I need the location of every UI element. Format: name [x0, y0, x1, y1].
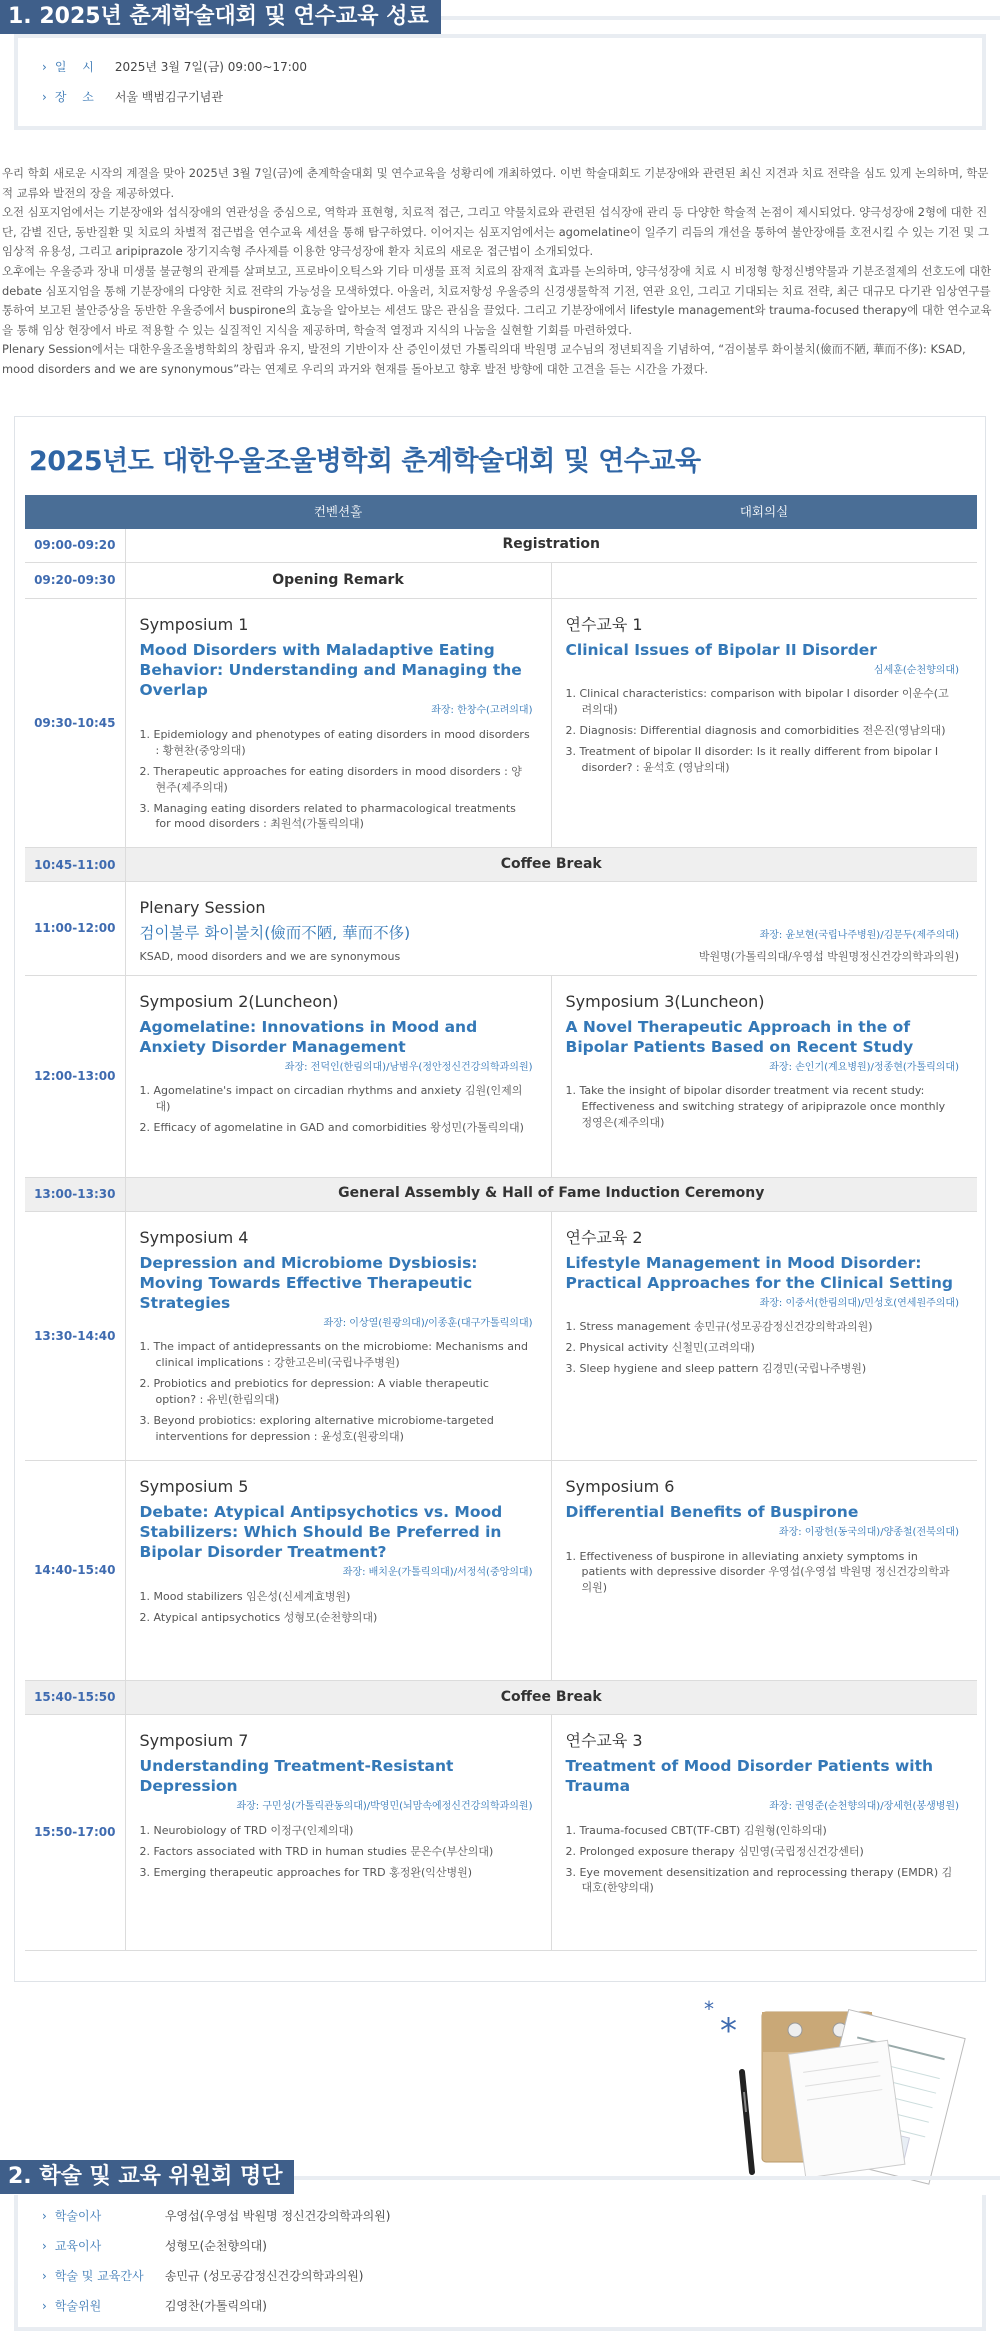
talk-item: 1. Neurobiology of TRD 이정구(인제의대)	[139, 1823, 354, 1837]
table-row	[25, 1177, 977, 1211]
talk-item: 3. Eye movement desensitization and reprocessing therapy (EMDR) 김대호(한양의대)	[565, 1865, 953, 1895]
session-subtitle: Agomelatine: Innovations in Mood and Anxiety Disorder Management	[139, 1017, 478, 1056]
committee-role: 학술이사	[54, 2209, 102, 2224]
talk-list	[566, 1319, 960, 1377]
table-row	[25, 563, 977, 599]
talk-item: 2. Atypical antipsychotics 성형모(순천향의대)	[139, 1610, 378, 1624]
talk-list	[566, 686, 960, 776]
session-chair: 좌장: 배치운(가톨릭의대)/서정석(중앙의대)	[342, 1567, 533, 1579]
session-cell	[125, 1211, 551, 1460]
talk-item: 1. Effectiveness of buspirone in alleviating anxiety symptoms in patients with depressive disorder 우영섭(우영섭 박원명 정신건강의학과의원)	[565, 1549, 950, 1595]
session-cell	[125, 975, 551, 1177]
table-row	[25, 848, 977, 882]
session-cell	[551, 1461, 977, 1681]
session-title: Symposium 3(Luncheon)	[565, 991, 765, 1011]
talk-item: 2. Physical activity 신철민(고려의대)	[565, 1341, 755, 1355]
time-cell: 15:50-17:00	[25, 1715, 125, 1951]
talk-item: 2. Probiotics and prebiotics for depression: A viable therapeutic option? : 유빈(한림의대)	[139, 1377, 489, 1407]
info-row-place	[42, 82, 962, 112]
plenary-speaker: 박원명(가톨릭의대/우영섭 박원명정신건강의학과의원)	[698, 949, 959, 963]
session-subtitle: Debate: Atypical Antipsychotics vs. Mood Stabilizers: Which Should Be Preferred in Bipolar Disorder Treatment?	[139, 1502, 503, 1562]
committee-role: 학술 및 교육간사	[54, 2269, 144, 2284]
intro-paragraph: 우리 학회 새로운 시작의 계절을 맞아 2025년 3월 7일(금)에 춘계학술대회 및 연수교육을 성황리에 개최하였다. 이번 학술대회도 기분장애와 관련된 최신 지견과 치료 전략을 심도 있게 논의하며, 학문적 교류와 발전의 장을 제공하였다.	[2, 166, 989, 200]
session-title: Symposium 6	[565, 1477, 675, 1497]
session-chair: 좌장: 이상열(원광의대)/이종훈(대구가톨릭의대)	[323, 1317, 533, 1329]
table-row	[25, 1461, 977, 1681]
session-cell	[125, 1715, 551, 1951]
talk-item: 3. Beyond probiotics: exploring alternative microbiome-targeted interventions for depression : 윤성호(원광의대)	[139, 1414, 494, 1444]
talk-item: 2. Therapeutic approaches for eating disorders in mood disorders : 양현주(제주의대)	[139, 764, 522, 794]
talk-item: 2. Prolonged exposure therapy 심민영(국립정신건강센터)	[565, 1844, 864, 1858]
plenary-chair: 좌장: 윤보현(국립나주병원)/김문두(제주의대)	[759, 930, 959, 942]
session-chair: 좌장: 손인기(계요병원)/정종현(가톨릭의대)	[769, 1061, 959, 1073]
session-chair: 좌장: 권영준(순천향의대)/장세헌(봉생병원)	[769, 1801, 959, 1813]
session-subtitle: Mood Disorders with Maladaptive Eating Behavior: Understanding and Managing the Overlap	[139, 640, 522, 700]
time-cell: 13:30-14:40	[25, 1211, 125, 1460]
table-row	[25, 975, 977, 1177]
table-row	[25, 599, 977, 848]
intro-paragraph: 오후에는 우울증과 장내 미생물 불균형의 관계를 살펴보고, 프로바이오틱스와 기타 미생물 표적 치료의 잠재적 효과를 논의하며, 양극성장애 치료 시 비정형 항정신병약물과 기분조절제의 선호도에 대한 debate 심포지엄을 통해 기분장애의 다양한 치료 전략의 가능성을 모색하였다. 아울러, 치료저항성 우울증의 신경생물학적 기전, 연관 요인, 그리고 기대되는 치료 전략, 최근 대규모 다기관 임상연구를 통하여 보고된 불안증상을 동반한 우울증에서 buspirone의 효능을 알아보는 세션도 많은 관심을 끌었다. 그리고 기분장애에서 lifestyle management와 trauma-focused therapy에 대한 연수교육을 통해 임상 현장에서 바로 적용할 수 있는 실질적인 지식을 제공하며, 학술적 열정과 지식의 나눔을 실현할 기회를 마련하였다.	[2, 264, 992, 337]
session-chair: 심세훈(순천향의대)	[873, 664, 959, 676]
talk-item: 3. Sleep hygiene and sleep pattern 김경민(국립나주병원)	[565, 1362, 867, 1376]
general-assembly: General Assembly & Hall of Fame Induction Ceremony	[125, 1177, 977, 1211]
time-cell: 10:45-11:00	[25, 848, 125, 882]
intro-paragraph: 오전 심포지엄에서는 기분장애와 섭식장애의 연관성을 중심으로, 역학과 표현형, 치료적 접근, 그리고 약물치료와 관련된 섭식장애 관리 등 다양한 학술적 논점이 제시되었다. 양극성장애 2형에 대한 진단, 감별 진단, 동반질환 및 치료의 차별적 접근법을 연수교육 세션을 통해 탐구하였다. 이어지는 심포지엄에서는 agomelatine이 일주기 리듬의 개선을 통하여 불안장애를 호전시킬 수 있는 기전 및 그 임상적 유용성, 그리고 aripiprazole 장기지속형 주사제를 이용한 양극성장애 환자 치료의 새로운 접근법이 소개되었다.	[2, 205, 989, 259]
talk-list	[566, 1083, 960, 1131]
session-title: Symposium 1	[139, 615, 249, 635]
talk-item: 1. Trauma-focused CBT(TF-CBT) 김원형(인하의대)	[565, 1823, 827, 1837]
session-cell	[551, 1211, 977, 1460]
talk-item: 2. Diagnosis: Differential diagnosis and comorbidities 전은진(영남의대)	[565, 724, 946, 738]
time-cell: 15:40-15:50	[25, 1681, 125, 1715]
committee-member: 우영섭(우영섭 박원명 정신건강의학과의원)	[164, 2209, 391, 2224]
time-cell: 11:00-12:00	[25, 882, 125, 975]
info-row-date	[42, 52, 962, 82]
info-value: 2025년 3월 7일(금) 09:00~17:00	[114, 60, 308, 74]
svg-text:*: *	[704, 1997, 714, 2022]
empty-cell	[551, 563, 977, 599]
table-row	[25, 1681, 977, 1715]
session-cell	[551, 599, 977, 848]
svg-text:*: *	[720, 2011, 737, 2052]
plenary-subtitle: 검이불루 화이불치(儉而不陋, 華而不侈)	[139, 924, 411, 943]
time-cell: 12:00-13:00	[25, 975, 125, 1177]
session-title: Symposium 5	[139, 1477, 249, 1497]
table-header-row	[25, 495, 977, 529]
talk-item: 1. Mood stabilizers 임은성(신세계효병원)	[139, 1589, 351, 1603]
committee-role: 학술위원	[54, 2299, 102, 2314]
plenary-line	[140, 948, 960, 965]
plenary-line	[140, 923, 960, 944]
session-chair: 좌장: 전덕인(한림의대)/남범우(정안정신건강의학과의원)	[284, 1061, 533, 1073]
event-info-box	[14, 34, 986, 130]
talk-list	[140, 1339, 533, 1445]
header-conference-room: 대회의실	[551, 495, 977, 529]
talk-list	[566, 1549, 960, 1597]
session-title: 연수교육 3	[565, 1731, 643, 1751]
time-cell: 13:00-13:30	[25, 1177, 125, 1211]
intro-paragraph: Plenary Session에서는 대한우울조울병학회의 창립과 유지, 발전의 기반이자 산 증인이셨던 가톨릭의대 박원명 교수님의 정년퇴직을 기념하여, “검이불루 화이불치(儉而不陋, 華而不侈): KSAD, mood disorders and we are synonymous”라는 연제로 우리의 과거와 현재를 돌아보고 향후 발전 방향에 대한 고견을 듣는 시간을 가졌다.	[2, 342, 966, 377]
committee-member: 김영찬(가톨릭의대)	[164, 2299, 267, 2314]
session-title: Symposium 2(Luncheon)	[139, 991, 339, 1011]
plenary-title: Plenary Session	[139, 898, 266, 918]
program-box	[14, 416, 986, 1982]
talk-item: 1. The impact of antidepressants on the microbiome: Mechanisms and clinical implications : 강한고은비(국립나주병원)	[139, 1340, 528, 1370]
plenary-cell	[125, 882, 977, 975]
committee-role: 교육이사	[54, 2239, 102, 2254]
asterisk-icon	[704, 1997, 737, 2051]
registration: Registration	[125, 529, 977, 563]
pen-icon	[742, 2072, 752, 2172]
talk-item: 2. Factors associated with TRD in human studies 문은수(부산의대)	[139, 1844, 494, 1858]
section2-header	[0, 2160, 1000, 2194]
talk-list	[140, 1083, 533, 1136]
session-title: 연수교육 1	[565, 615, 643, 635]
committee-member: 성형모(순천향의대)	[164, 2239, 267, 2254]
info-key: 장 소	[54, 90, 100, 104]
session-cell	[125, 1461, 551, 1681]
session-chair: 좌장: 구민성(가톨릭관동의대)/박영민(뇌맘속에정신건강의학과의원)	[236, 1801, 533, 1813]
info-value: 서울 백범김구기념관	[114, 90, 223, 104]
chevron-right-icon: ›	[42, 90, 47, 104]
chevron-right-icon: ›	[42, 2239, 47, 2254]
committee-member: 송민규 (성모공감정신건강의학과의원)	[164, 2269, 364, 2284]
header-time	[25, 495, 125, 529]
intro-text	[0, 130, 1000, 380]
header-convention-hall: 컨벤션홀	[125, 495, 551, 529]
talk-item: 1. Stress management 송민규(성모공감정신건강의학과의원)	[565, 1320, 873, 1334]
opening-remark: Opening Remark	[125, 563, 551, 599]
talk-list	[140, 1589, 533, 1626]
table-row	[25, 1211, 977, 1460]
session-subtitle: Depression and Microbiome Dysbiosis: Moving Towards Effective Therapeutic Strategies	[139, 1253, 478, 1312]
time-cell: 09:20-09:30	[25, 563, 125, 599]
session-subtitle: Understanding Treatment-Resistant Depression	[139, 1756, 454, 1796]
committee-row	[42, 2291, 962, 2321]
time-cell: 09:30-10:45	[25, 599, 125, 848]
session-cell	[551, 975, 977, 1177]
talk-item: 1. Clinical characteristics: comparison with bipolar I disorder 이운수(고려의대)	[565, 687, 949, 717]
section2	[0, 1982, 1000, 2314]
committee-row	[42, 2231, 962, 2261]
table-row	[25, 529, 977, 563]
session-title: 연수교육 2	[565, 1227, 643, 1247]
session-chair: 좌장: 이중서(한림의대)/민성호(연세원주의대)	[759, 1297, 959, 1309]
section1-header	[0, 0, 1000, 34]
committee-row	[42, 2261, 962, 2291]
schedule-table	[25, 495, 977, 1952]
chevron-right-icon: ›	[42, 2299, 47, 2314]
committee-row	[42, 2201, 962, 2231]
session-subtitle: Treatment of Mood Disorder Patients with Trauma	[565, 1756, 934, 1796]
session-subtitle: Clinical Issues of Bipolar II Disorder	[565, 640, 877, 659]
talk-item: 1. Epidemiology and phenotypes of eating disorders in mood disorders : 황현찬(중앙의대)	[139, 727, 530, 757]
session-title: Symposium 4	[139, 1227, 249, 1247]
talk-list	[566, 1823, 960, 1897]
program-title: 2025년도 대한우울조울병학회 춘계학술대회 및 연수교육	[29, 445, 701, 477]
talk-list	[140, 1823, 533, 1881]
plenary-note: KSAD, mood disorders and we are synonymous	[139, 949, 401, 963]
talk-item: 3. Emerging therapeutic approaches for TRD 홍정완(익산병원)	[139, 1865, 473, 1879]
session-subtitle: Differential Benefits of Buspirone	[565, 1502, 859, 1521]
chevron-right-icon: ›	[42, 2269, 47, 2284]
talk-item: 2. Efficacy of agomelatine in GAD and comorbidities 왕성민(가톨릭의대)	[139, 1121, 524, 1135]
table-row	[25, 882, 977, 975]
time-cell: 09:00-09:20	[25, 529, 125, 563]
info-key: 일 시	[54, 60, 100, 74]
session-chair: 좌장: 이광헌(동국의대)/양종철(전북의대)	[778, 1527, 959, 1539]
section2-title: 2. 학술 및 교육 위원회 명단	[0, 2160, 294, 2194]
coffee-break: Coffee Break	[125, 1681, 977, 1715]
talk-item: 3. Managing eating disorders related to pharmacological treatments for mood disorders : 최원석(가톨릭의대)	[139, 801, 516, 831]
session-subtitle: A Novel Therapeutic Approach in the of Bipolar Patients Based on Recent Study	[565, 1017, 914, 1056]
talk-item: 3. Treatment of bipolar II disorder: Is it really different from bipolar I disorder? : 윤석호 (영남의대)	[565, 745, 939, 775]
table-row	[25, 1715, 977, 1951]
session-subtitle: Lifestyle Management in Mood Disorder: Practical Approaches for the Clinical Setting	[565, 1253, 953, 1292]
session-chair: 좌장: 한창수(고려의대)	[431, 705, 533, 717]
talk-item: 1. Agomelatine's impact on circadian rhythms and anxiety 김원(인제의대)	[139, 1084, 523, 1114]
section1-title: 1. 2025년 춘계학술대회 및 연수교육 성료	[0, 0, 441, 34]
committee-box	[14, 2195, 986, 2331]
session-cell	[125, 599, 551, 848]
chevron-right-icon: ›	[42, 2209, 47, 2224]
time-cell: 14:40-15:40	[25, 1461, 125, 1681]
coffee-break: Coffee Break	[125, 848, 977, 882]
chevron-right-icon: ›	[42, 60, 47, 74]
session-title: Symposium 7	[139, 1731, 249, 1751]
session-cell	[551, 1715, 977, 1951]
talk-list	[140, 727, 533, 833]
talk-item: 1. Take the insight of bipolar disorder treatment via recent study: Effectiveness and switching strategy of aripiprazole once monthly 정영은(제주의대)	[565, 1084, 946, 1130]
